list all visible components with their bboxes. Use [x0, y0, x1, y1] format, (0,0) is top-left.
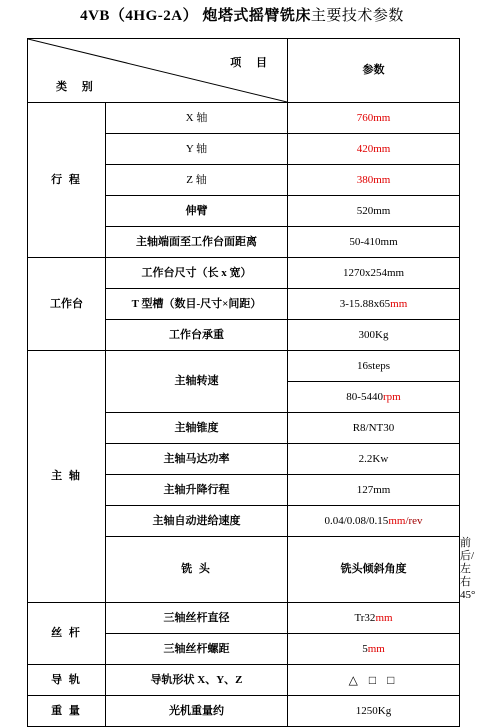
value-x-axis: 760mm [288, 103, 460, 134]
header-param-label: 参数 [288, 39, 460, 103]
category-travel: 行 程 [28, 103, 106, 258]
item-weight: 光机重量约 [106, 696, 288, 727]
category-guide: 导 轨 [28, 665, 106, 696]
header-category-label: 类 别 [56, 81, 99, 93]
value-t-slot: 3-15.88x65mm [288, 289, 460, 320]
item-x-axis: X 轴 [106, 103, 288, 134]
item-quill-travel: 主轴升降行程 [106, 475, 288, 506]
table-row: 铣 头 铣头倾斜角度 前后/左右 45° [28, 537, 460, 603]
table-row [28, 103, 460, 134]
item-spindle-speed: 主轴转速 [106, 351, 288, 413]
item-head-tilt: 铣头倾斜角度 [288, 537, 460, 603]
table-row [28, 351, 460, 382]
title-suffix: 主要技术参数 [310, 8, 404, 24]
document-title [0, 4, 484, 25]
value-spindle-speed-range: 80-5440rpm [288, 382, 460, 413]
item-motor-power: 主轴马达功率 [106, 444, 288, 475]
category-millhead: 铣 头 [106, 537, 288, 603]
value-z-axis: 380mm [288, 165, 460, 196]
item-spindle-taper: 主轴锥度 [106, 413, 288, 444]
table-row [28, 603, 460, 634]
value-quill-travel: 127mm [288, 475, 460, 506]
category-screw: 丝 杆 [28, 603, 106, 665]
item-spindle-to-table: 主轴端面至工作台面距离 [106, 227, 288, 258]
value-screw-diameter: Tr32mm [288, 603, 460, 634]
title-model: 4VB（4HG-2A） [80, 8, 199, 24]
category-spindle: 主 轴 [28, 351, 106, 603]
value-table-size: 1270x254mm [288, 258, 460, 289]
value-screw-pitch: 5mm [288, 634, 460, 665]
header-diagonal-cell [28, 39, 288, 103]
category-weight: 重 量 [28, 696, 106, 727]
value-arm: 520mm [288, 196, 460, 227]
value-weight: 1250Kg [288, 696, 460, 727]
value-table-load: 300Kg [288, 320, 460, 351]
item-screw-pitch: 三轴丝杆螺距 [106, 634, 288, 665]
item-guide-shape: 导轨形状 X、Y、Z [106, 665, 288, 696]
item-t-slot: T 型槽（数目-尺寸×间距） [106, 289, 288, 320]
title-name: 炮塔式摇臂铣床 [202, 8, 311, 24]
item-arm: 伸臂 [106, 196, 288, 227]
value-guide-shape: △ □ □ [288, 665, 460, 696]
value-motor-power: 2.2Kw [288, 444, 460, 475]
table-row [28, 696, 460, 727]
table-row [28, 258, 460, 289]
item-table-load: 工作台承重 [106, 320, 288, 351]
value-spindle-taper: R8/NT30 [288, 413, 460, 444]
table-row [28, 665, 460, 696]
item-y-axis: Y 轴 [106, 134, 288, 165]
item-screw-diameter: 三轴丝杆直径 [106, 603, 288, 634]
item-auto-feed: 主轴自动进给速度 [106, 506, 288, 537]
header-row [28, 39, 460, 103]
spec-table [27, 38, 476, 727]
value-y-axis: 420mm [288, 134, 460, 165]
item-z-axis: Z 轴 [106, 165, 288, 196]
header-item-label: 项 目 [230, 57, 273, 69]
item-table-size: 工作台尺寸（长 x 宽） [106, 258, 288, 289]
value-auto-feed: 0.04/0.08/0.15mm/rev [288, 506, 460, 537]
category-worktable: 工作台 [28, 258, 106, 351]
value-spindle-steps: 16steps [288, 351, 460, 382]
value-spindle-to-table: 50-410mm [288, 227, 460, 258]
